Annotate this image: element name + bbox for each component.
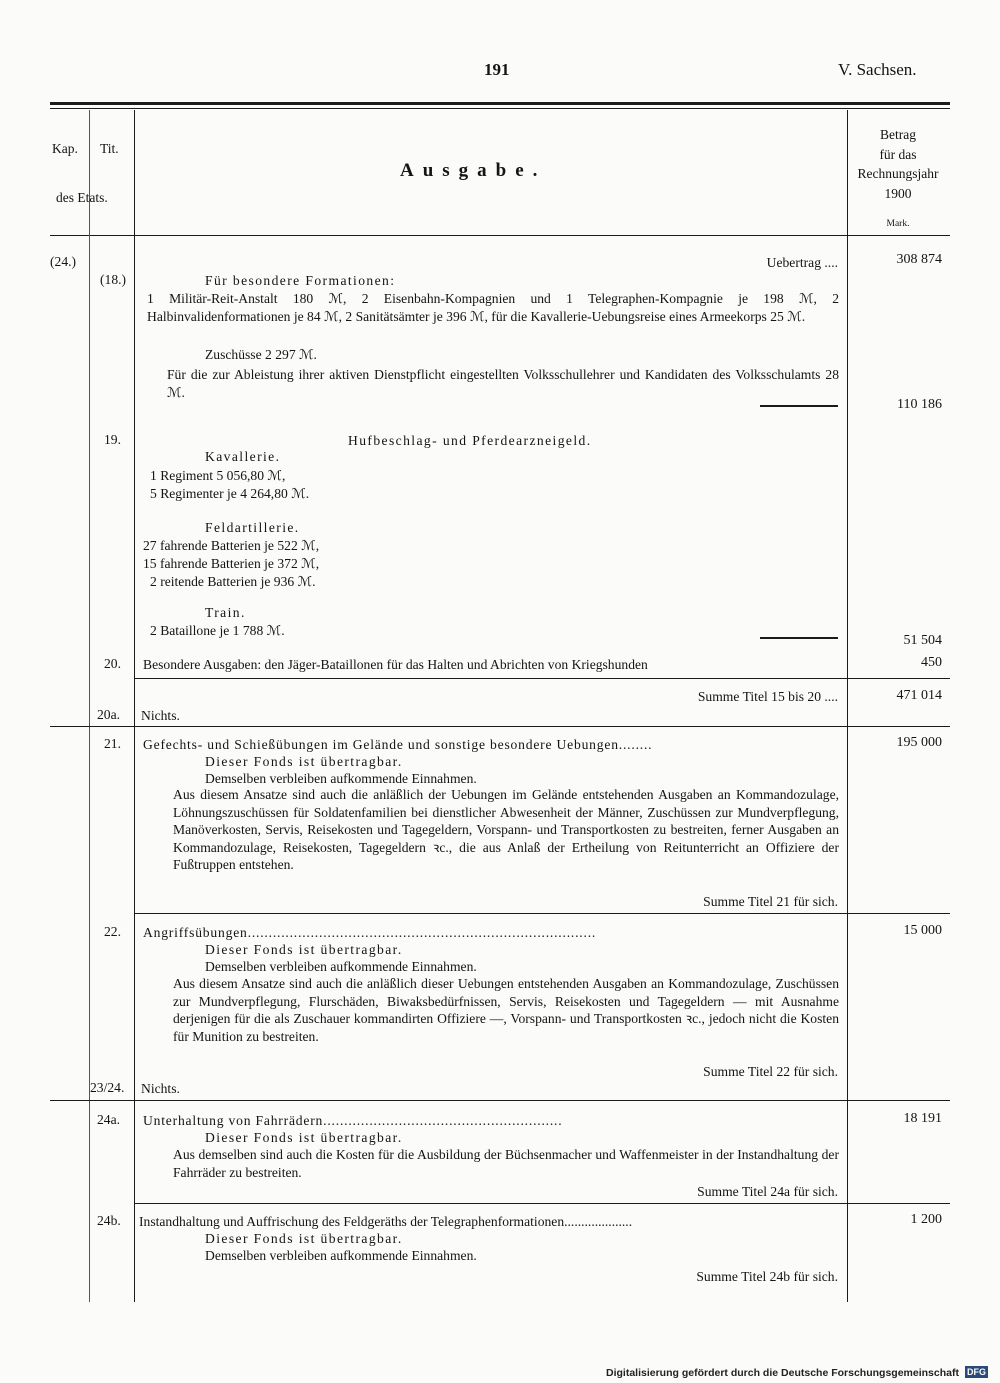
volksschul-text: Für die zur Ableistung ihrer aktiven Dienstpflicht eingestellten Volksschullehrer und Kandidaten des Volksschulamts 28 ℳ. bbox=[167, 367, 839, 400]
row-rule-24a bbox=[135, 1203, 950, 1204]
kavallerie-line-1: 1 Regiment 5 056,80 ℳ, bbox=[150, 468, 286, 483]
text-24a-body: Aus demselben sind auch die Kosten für die Ausbildung der Büchsenmacher und Waffenmeister in der Instandhaltung der Fahrräder zu bestreiten. bbox=[173, 1147, 839, 1180]
header-betrag-3: Rechnungsjahr bbox=[857, 166, 939, 181]
page-number: 191 bbox=[484, 60, 510, 79]
sum-rule-20 bbox=[135, 678, 950, 679]
tit-23-24: 23/24. bbox=[90, 1080, 125, 1095]
summe-21: Summe Titel 21 für sich. bbox=[703, 894, 838, 909]
header-tit: Tit. bbox=[100, 141, 119, 156]
text-20: Besondere Ausgaben: den Jäger-Bataillonen für das Halten und Abrichten von Kriegshunden bbox=[143, 657, 648, 672]
fonds-24b: Dieser Fonds ist übertragbar. bbox=[205, 1231, 403, 1246]
amount-summe-15-20: 471 014 bbox=[896, 688, 942, 703]
einnahmen-21: Demselben verbleiben aufkommende Einnahmen. bbox=[205, 771, 477, 786]
text-22-heading: Angriffsübungen................................................................................... bbox=[143, 925, 597, 940]
dfg-logo: DFG bbox=[967, 1367, 986, 1377]
footer-text: Digitalisierung gefördert durch die Deutsche Forschungsgemeinschaft bbox=[606, 1367, 959, 1379]
formationen-text: 1 Militär-Reit-Anstalt 180 ℳ, 2 Eisenbahn-Kompagnien und 1 Telegraphen-Kompagnie je 198 ℳ, 2 Halbinvalidenformationen je 84 ℳ, 2 Sanitätsämter je 396 ℳ, für die Kavallerie-Uebungsreise eines Armeekorps 25 ℳ. bbox=[147, 291, 839, 324]
amount-19: 51 504 bbox=[903, 633, 942, 648]
text-21-body: Aus diesem Ansatze sind auch die anläßlich der Uebungen im Gelände entstehenden Ausgaben an Kommandozulage, Löhnungszuschüssen für Soldatenfamilien bei dienstlicher Abwesenheit der Männer, Zuschüssen zur Mundverpflegung, Manöverkosten, Servis, Reisekosten und Tagegeldern, Vorspann- und Transportkosten zu bestreiten, ferner Ausgaben an Kommandozulage, Reisekosten, Tagegeldern ꝛc., die aus Anlaß der Ertheilung von Reitunterricht an Offiziere der Fußtruppen entstehen. bbox=[173, 787, 839, 872]
summe-22: Summe Titel 22 für sich. bbox=[703, 1064, 838, 1079]
kavallerie-line-2: 5 Regimenter je 4 264,80 ℳ. bbox=[150, 486, 310, 501]
column-rule-text bbox=[134, 110, 135, 1302]
tit-24a: 24a. bbox=[97, 1112, 121, 1127]
summe-15-20: Summe Titel 15 bis 20 .... bbox=[697, 689, 838, 704]
fonds-22: Dieser Fonds ist übertragbar. bbox=[205, 942, 403, 957]
fonds-24a: Dieser Fonds ist übertragbar. bbox=[205, 1130, 403, 1145]
header-kap: Kap. bbox=[52, 141, 78, 156]
row-rule-23-24 bbox=[50, 1100, 950, 1101]
kap-24: (24.) bbox=[50, 254, 77, 269]
feldartillerie-line-3: 2 reitende Batterien je 936 ℳ. bbox=[150, 574, 316, 589]
tit-20: 20. bbox=[104, 656, 121, 671]
train-line-1: 2 Bataillone je 1 788 ℳ. bbox=[150, 623, 285, 638]
text-21-heading: Gefechts- und Schießübungen im Gelände und sonstige besondere Uebungen........ bbox=[143, 737, 653, 752]
header-betrag-unit: Mark. bbox=[886, 219, 910, 229]
amount-22: 15 000 bbox=[903, 923, 942, 938]
header-des-etats: des Etats. bbox=[56, 190, 108, 205]
row-rule-21 bbox=[135, 913, 950, 914]
header-bottom-rule bbox=[50, 235, 950, 236]
tit-21: 21. bbox=[104, 736, 121, 751]
page-title: Ausgabe. bbox=[400, 160, 547, 181]
row-rule-20a bbox=[50, 726, 950, 727]
zuschuesse: Zuschüsse 2 297 ℳ. bbox=[205, 347, 317, 362]
einnahmen-22: Demselben verbleiben aufkommende Einnahmen. bbox=[205, 959, 477, 974]
amount-21: 195 000 bbox=[896, 735, 942, 750]
nichts-23-24: Nichts. bbox=[141, 1081, 180, 1096]
uebertrag-label: Uebertrag .... bbox=[766, 255, 838, 270]
uebertrag-amount: 308 874 bbox=[896, 252, 942, 267]
header-betrag-1: Betrag bbox=[880, 127, 916, 142]
feldartillerie-line-1: 27 fahrende Batterien je 522 ℳ, bbox=[143, 538, 320, 553]
train-heading: Train. bbox=[205, 605, 246, 620]
tit-22: 22. bbox=[104, 924, 121, 939]
header-top-rule bbox=[50, 102, 950, 105]
amount-18: 110 186 bbox=[897, 397, 942, 412]
amount-20: 450 bbox=[921, 655, 942, 670]
feldartillerie-heading: Feldartillerie. bbox=[205, 520, 300, 535]
amount-24a: 18 191 bbox=[903, 1111, 942, 1126]
header-betrag-2: für das bbox=[879, 147, 917, 162]
tit-24b: 24b. bbox=[97, 1213, 121, 1228]
text-22-body: Aus diesem Ansatze sind auch die anläßlich dieser Uebungen entstehenden Ausgaben an Kommandozulage, Zuschüssen zur Mundverpflegung, Flurschäden, Biwaksbedürfnissen, Servis, Reisekosten und Tagegeldern — mit Ausnahme derjenigen für die als Zuschauer kommandirten Offiziere —, Vorspann- und Transportkosten ꝛc., jedoch nicht die Kosten für Munition zu bestreiten. bbox=[173, 976, 839, 1044]
tit-20a: 20a. bbox=[97, 707, 121, 722]
fonds-21: Dieser Fonds ist übertragbar. bbox=[205, 754, 403, 769]
kavallerie-heading: Kavallerie. bbox=[205, 449, 281, 464]
tit-18: (18.) bbox=[100, 272, 127, 287]
hufbeschlag-heading: Hufbeschlag- und Pferdearzneigeld. bbox=[348, 433, 592, 448]
header-betrag-year: 1900 bbox=[884, 186, 912, 201]
summe-24a: Summe Titel 24a für sich. bbox=[697, 1184, 838, 1199]
formationen-heading: Für besondere Formationen: bbox=[205, 273, 396, 288]
subtotal-rule-18 bbox=[760, 405, 838, 407]
tit-19: 19. bbox=[104, 432, 121, 447]
header-top-rule-thin bbox=[50, 108, 950, 109]
summe-24b: Summe Titel 24b für sich. bbox=[696, 1269, 838, 1284]
amount-24b: 1 200 bbox=[910, 1212, 942, 1227]
text-24b-heading: Instandhaltung und Auffrischung des Feldgeräths der Telegraphenformationen.................... bbox=[139, 1214, 633, 1229]
text-24a-heading: Unterhaltung von Fahrrädern......................................................... bbox=[143, 1113, 563, 1128]
column-rule-kap-tit bbox=[89, 110, 90, 1302]
feldartillerie-line-2: 15 fahrende Batterien je 372 ℳ, bbox=[143, 556, 320, 571]
state-label: V. Sachsen. bbox=[838, 60, 917, 79]
subtotal-rule-19 bbox=[760, 637, 838, 639]
einnahmen-24b: Demselben verbleiben aufkommende Einnahmen. bbox=[205, 1248, 477, 1263]
nichts-20a: Nichts. bbox=[141, 708, 180, 723]
